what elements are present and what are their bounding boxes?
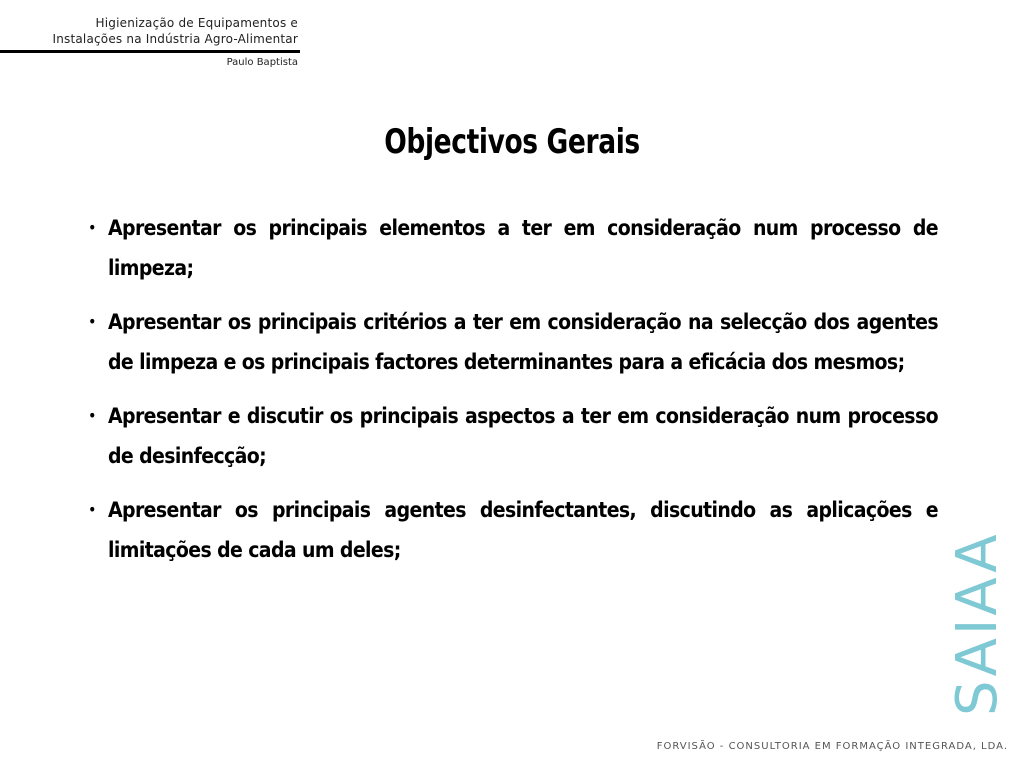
list-item <box>82 396 938 476</box>
list-item <box>82 490 938 570</box>
bullet-icon: • <box>88 218 96 237</box>
course-title-line-1: Higienização de Equipamentos e <box>95 16 298 30</box>
list-item <box>82 208 938 288</box>
saiaa-logo: SAIAA <box>945 531 1010 716</box>
header-divider <box>0 50 300 53</box>
course-title-line-2: Instalações na Indústria Agro-Alimentar <box>52 32 298 46</box>
slide-title: Objectivos Gerais <box>384 122 640 162</box>
list-item-text: Apresentar os principais critérios a ter em consideração na selecção dos agentes de limpeza e os principais factores determinantes para a eficácia dos mesmos; <box>108 310 938 374</box>
author-name: Paulo Baptista <box>226 57 298 68</box>
bullet-icon: • <box>88 500 96 519</box>
list-item-text: Apresentar e discutir os principais aspectos a ter em consideração num processo de desinfecção; <box>108 404 938 468</box>
footer-company: FORVISÃO - CONSULTORIA EM FORMAÇÃO INTEGRADA, LDA. <box>656 741 1008 752</box>
objectives-list <box>82 208 938 584</box>
bullet-icon: • <box>88 312 96 331</box>
bullet-icon: • <box>88 406 96 425</box>
list-item <box>82 302 938 382</box>
list-item-text: Apresentar os principais agentes desinfectantes, discutindo as aplicações e limitações de cada um deles; <box>108 498 938 562</box>
list-item-text: Apresentar os principais elementos a ter em consideração num processo de limpeza; <box>108 216 938 280</box>
